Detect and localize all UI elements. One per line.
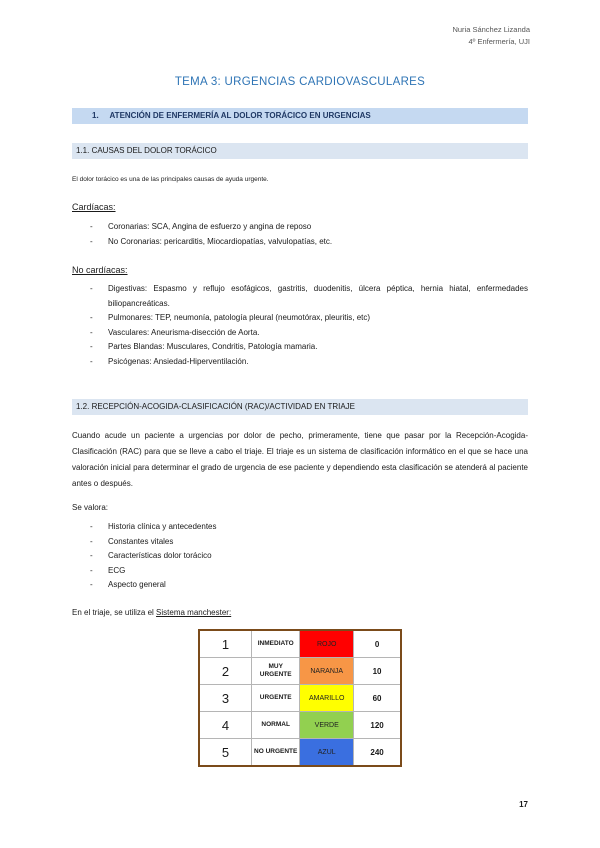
- triage-level-cell: 1: [199, 630, 252, 658]
- valora-label: Se valora:: [72, 503, 109, 512]
- triage-minutes-cell: 120: [354, 712, 401, 739]
- header-author: Nuria Sánchez Lizanda: [452, 25, 530, 34]
- triage-color-cell: ROJO: [300, 630, 354, 658]
- list-item: - Coronarias: SCA, Angina de esfuerzo y angina de reposo: [90, 222, 312, 231]
- section-1-label: ATENCIÓN DE ENFERMERÍA AL DOLOR TORÁCICO EN URGENCIAS: [109, 111, 371, 120]
- section-1-number: 1.: [92, 111, 99, 120]
- triage-minutes-cell: 10: [354, 658, 401, 685]
- table-row: [199, 630, 401, 658]
- triage-level-cell: 2: [199, 658, 252, 685]
- list-item: - Psicógenas: Ansiedad-Hiperventilación.: [90, 356, 249, 366]
- list-item: - Pulmonares: TEP, neumonía, patología pleural (neumotórax, pleuritis, etc): [90, 313, 371, 322]
- subsection-1-2-heading: 1.2. RECEPCIÓN-ACOGIDA-CLASIFICACIÓN (RAC)/ACTIVIDAD EN TRIAJE: [72, 399, 528, 415]
- triage-priority-cell: MUY URGENTE: [252, 658, 300, 685]
- triage-level-cell: 3: [199, 685, 252, 712]
- manchester-link: Sistema manchester:: [156, 608, 232, 617]
- triage-level-cell: 5: [199, 739, 252, 767]
- cardiacas-list: [72, 220, 528, 249]
- section-1-heading: [72, 108, 528, 124]
- table-row: [199, 658, 401, 685]
- nocardiacas-list: [72, 282, 528, 369]
- cardiacas-heading: Cardíacas:: [72, 202, 116, 212]
- page-title: TEMA 3: URGENCIAS CARDIOVASCULARES: [174, 76, 426, 88]
- manchester-triage-table: [198, 629, 402, 767]
- triage-color-cell: VERDE: [300, 712, 354, 739]
- triage-color-cell: AMARILLO: [300, 685, 354, 712]
- triage-minutes-cell: 240: [354, 739, 401, 767]
- list-item: - No Coronarias: pericarditis, Miocardiopatías, valvulopatías, etc.: [90, 236, 333, 246]
- nocardiacas-heading: No cardíacas:: [72, 265, 128, 275]
- list-item: - ECG: [90, 565, 126, 575]
- triage-priority-cell: URGENTE: [252, 685, 300, 712]
- subsection-1-1-heading: 1.1. CAUSAS DEL DOLOR TORÁCICO: [72, 143, 528, 159]
- valora-list: [72, 520, 528, 593]
- manchester-line: [72, 605, 528, 621]
- triage-minutes-cell: 60: [354, 685, 401, 712]
- table-row: [199, 739, 401, 767]
- manchester-prefix: En el triaje, se utiliza el: [72, 608, 157, 617]
- list-item: - Digestivas: Espasmo y reflujo esofágicos, gastritis, duodenitis, úlcera péptica, hernia hiatal, enfermedades biliopancreáticas.: [90, 284, 528, 308]
- triage-minutes-cell: 0: [354, 630, 401, 658]
- page-header: [452, 24, 530, 48]
- table-row: [199, 685, 401, 712]
- list-item: - Características dolor torácico: [90, 551, 212, 560]
- list-item: - Partes Blandas: Musculares, Condritis, Patología mamaria.: [90, 342, 318, 351]
- triage-priority-cell: INMEDIATO: [252, 630, 300, 658]
- triage-priority-cell: NORMAL: [252, 712, 300, 739]
- triage-color-cell: AZUL: [300, 739, 354, 767]
- page-number: 17: [519, 800, 528, 809]
- triage-paragraph: Cuando acude un paciente a urgencias por dolor de pecho, primeramente, tiene que pasar por la Recepción-Acogida-Clasificación (RAC) para que se lleve a cabo el triaje. El triaje es un sistema de clasificación informático en el que se hace una valoración inicial para determinar el grado de urgencia de ese paciente y dependiendo esta clasificación se atenderá al paciente antes o después.: [72, 431, 528, 488]
- triage-level-cell: 4: [199, 712, 252, 739]
- list-item: - Historia clínica y antecedentes: [90, 522, 217, 531]
- header-course: 4º Enfermería, UJI: [468, 37, 530, 46]
- list-item: - Constantes vitales: [90, 536, 174, 546]
- triage-color-cell: NARANJA: [300, 658, 354, 685]
- triage-priority-cell: NO URGENTE: [252, 739, 300, 767]
- intro-text: El dolor torácico es una de las principales causas de ayuda urgente.: [72, 176, 269, 183]
- list-item: - Aspecto general: [90, 580, 166, 589]
- table-row: [199, 712, 401, 739]
- list-item: - Vasculares: Aneurisma-disección de Aorta.: [90, 327, 260, 337]
